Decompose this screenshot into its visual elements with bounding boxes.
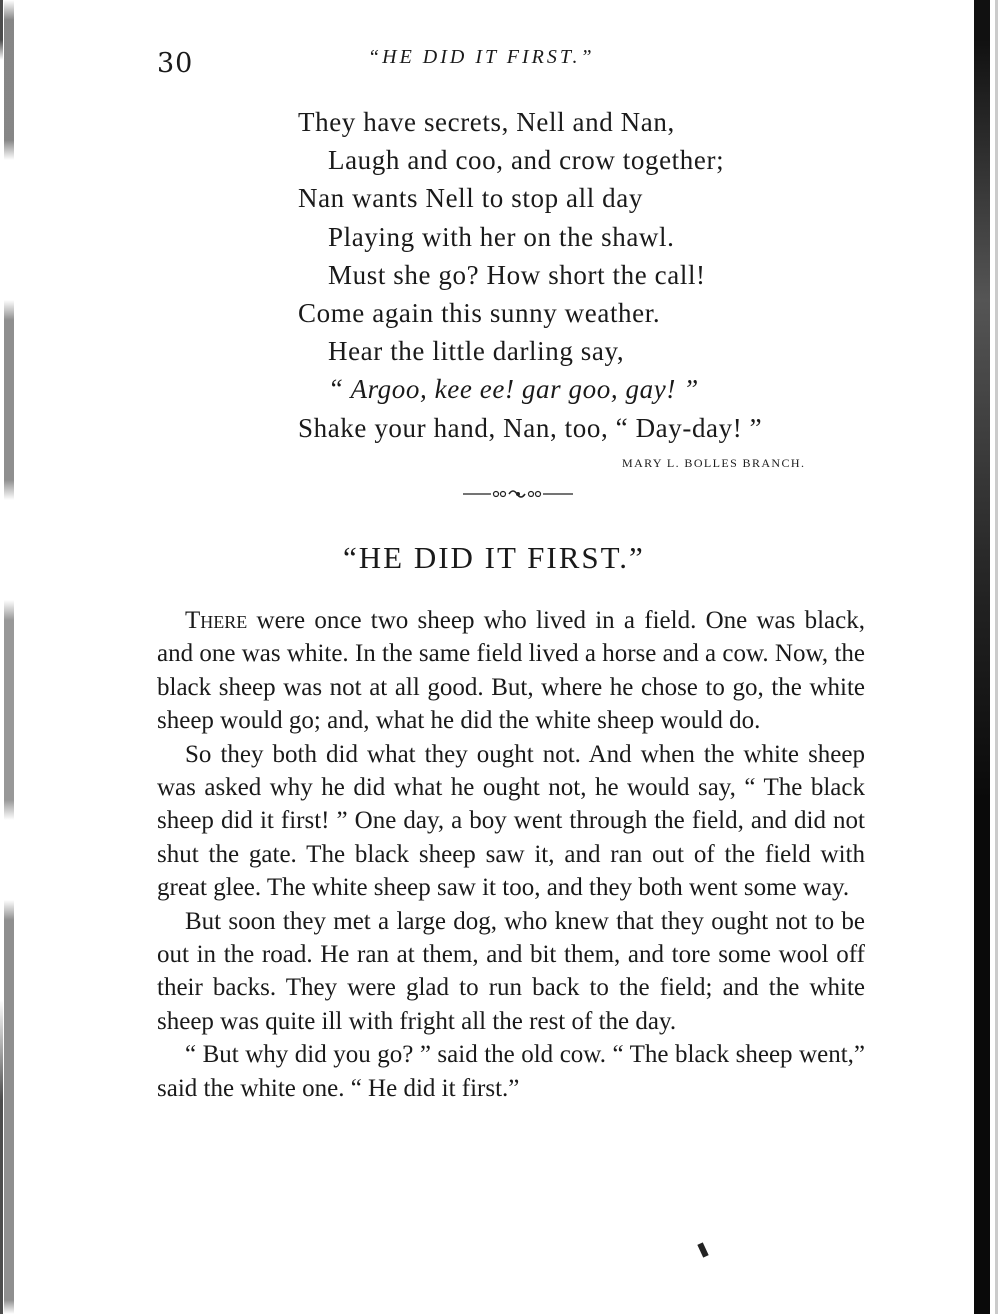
story-body [157,604,865,1105]
page-edge-right [974,0,990,1314]
story-paragraph: There were once two sheep who lived in a field. One was black, and one was white. In the same field lived a horse and a cow. Now, the black sheep was not at all good. But, where he chose to go, the white sheep would go; and, what he did the white sheep would do. [157,607,865,735]
poem-line: Nan wants Nell to stop all day [298,183,643,214]
poem-line: Come again this sunny weather. [298,298,661,329]
running-head: “HE DID IT FIRST.” [368,46,595,68]
page-edge-left [0,0,3,1314]
poem-line: Playing with her on the shawl. [328,221,675,252]
page-edge-left-shadow [4,0,14,1314]
poem-line: Must she go? How short the call! [328,259,706,290]
poem [298,103,858,447]
story-title: “HE DID IT FIRST.” [343,540,645,575]
scan-mark [697,1242,708,1257]
story-paragraph: So they both did what they ought not. And when the white sheep was asked why he did what he ought not, he would say, “ The black sheep did it first! ” One day, a boy went through the field, and did not shut the gate. The black sheep saw it, and ran out of the field with great glee. The white sheep saw it too, and they both went some way. [157,740,865,902]
poem-line-italic: “ Argoo, kee ee! gar goo, gay! ” [328,374,699,405]
page-edge-right-thin [995,0,998,1314]
poem-attribution: MARY L. BOLLES BRANCH. [622,456,806,470]
lead-word: There [185,607,248,634]
poem-line: Hear the little darling say, [328,336,625,367]
poem-line: Shake your hand, Nan, too, “ Day-day! ” [298,412,763,443]
story-paragraph: “ But why did you go? ” said the old cow. “ The black sheep went,” said the white one. “ He did it first.” [157,1041,865,1102]
story-paragraph: But soon they met a large dog, who knew that they ought not to be out in the road. He ran at them, and bit them, and tore some wool off their backs. They were glad to run back to the field; and the white sheep was quite ill with fright all the rest of the day. [157,907,865,1035]
poem-line: They have secrets, Nell and Nan, [298,107,675,137]
ornament-divider-icon [463,484,573,504]
poem-line: Laugh and coo, and crow together; [328,145,725,176]
page-number: 30 [157,48,194,79]
